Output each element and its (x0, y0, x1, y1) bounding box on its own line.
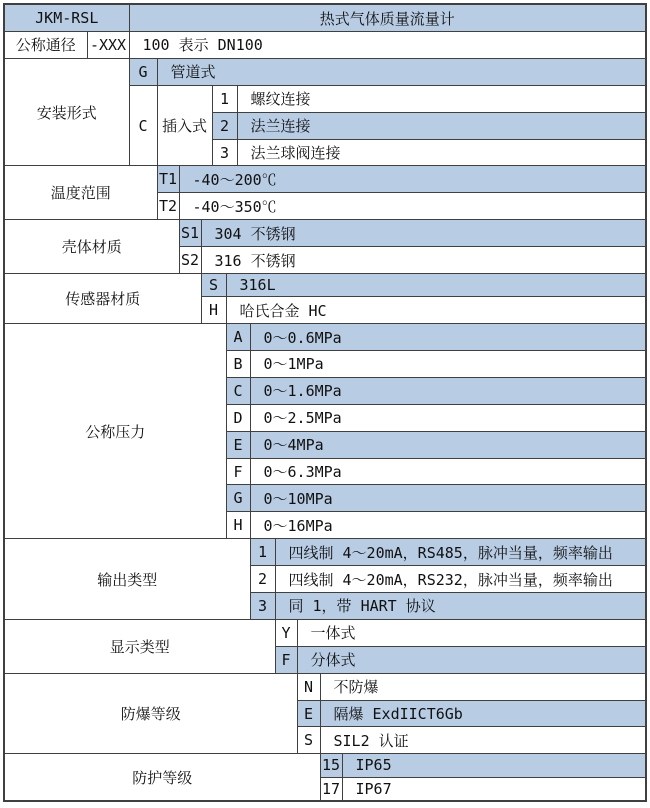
section-label-housing-material: 壳体材质 (4, 220, 179, 274)
option-desc-cell: 一体式 (297, 619, 646, 646)
option-desc-cell: 法兰球阀连接 (237, 139, 646, 166)
option-code-cell: 15 (320, 754, 342, 777)
option-desc-cell: 同 1，带 HART 协议 (275, 593, 646, 620)
option-desc-cell: 0～16MPa (250, 512, 646, 539)
section-label-installation-type: 安装形式 (4, 58, 129, 166)
option-code-cell: E (226, 431, 250, 458)
model-code-cell: JKM-RSL (4, 4, 129, 32)
option-code-cell: S2 (179, 247, 201, 274)
option-desc-cell: 管道式 (157, 58, 646, 85)
option-desc-cell: 0～10MPa (250, 485, 646, 512)
option-code-cell: C (226, 377, 250, 404)
option-code-cell: H (226, 512, 250, 539)
option-desc-cell: 0～6.3MPa (250, 458, 646, 485)
option-code-cell: G (226, 485, 250, 512)
section-label-sensor-material: 传感器材质 (4, 274, 201, 324)
option-desc-cell: 0～1.6MPa (250, 377, 646, 404)
option-code-cell: T1 (157, 166, 179, 193)
option-desc-cell: 哈氏合金 HC (226, 297, 646, 324)
option-desc-cell: 法兰连接 (237, 112, 646, 139)
option-desc-cell: IP67 (342, 777, 646, 801)
option-code-cell: 3 (212, 139, 237, 166)
insertion-type-cell: 插入式 (157, 85, 212, 166)
option-desc-cell: IP65 (342, 754, 646, 777)
option-desc-cell: 螺纹连接 (237, 85, 646, 112)
option-desc-cell: 0～4MPa (250, 431, 646, 458)
product-title-cell: 热式气体质量流量计 (129, 4, 646, 32)
option-code-cell: S1 (179, 220, 201, 247)
option-desc-cell: 0～1MPa (250, 351, 646, 378)
option-code-cell: 1 (250, 539, 275, 566)
section-label-temperature-range: 温度范围 (4, 166, 157, 220)
option-code-cell: 3 (250, 593, 275, 620)
option-code-cell: S (201, 274, 226, 297)
option-code-cell: A (226, 324, 250, 351)
option-desc-cell: -40～200℃ (179, 166, 646, 193)
option-code-cell: N (297, 673, 320, 700)
option-code-cell: D (226, 404, 250, 431)
option-desc-cell: 四线制 4～20mA，RS232，脉冲当量，频率输出 (275, 566, 646, 593)
option-desc-cell: 分体式 (297, 646, 646, 673)
option-code-cell: H (201, 297, 226, 324)
section-label-explosion-proof-rating: 防爆等级 (4, 673, 297, 754)
section-label-display-type: 显示类型 (4, 619, 275, 673)
option-code-cell: Y (275, 619, 297, 646)
option-code-cell: E (297, 700, 320, 727)
option-code-cell: F (275, 646, 297, 673)
option-desc-cell: -40～350℃ (179, 193, 646, 220)
option-code-cell: 17 (320, 777, 342, 801)
section-label-output-type: 输出类型 (4, 539, 250, 620)
option-desc-cell: SIL2 认证 (320, 727, 646, 754)
option-desc-cell: 316 不锈钢 (201, 247, 646, 274)
section-label-protection-rating: 防护等级 (4, 754, 320, 801)
option-desc-cell: 四线制 4～20mA，RS485，脉冲当量，频率输出 (275, 539, 646, 566)
option-desc-cell: 304 不锈钢 (201, 220, 646, 247)
option-code-cell: C (129, 85, 157, 166)
option-desc-cell: 隔爆 ExdIICT6Gb (320, 700, 646, 727)
option-code-cell: -XXX (87, 32, 129, 59)
option-code-cell: 2 (250, 566, 275, 593)
option-code-cell: F (226, 458, 250, 485)
option-desc-cell: 不防爆 (320, 673, 646, 700)
section-label-nominal-diameter: 公称通径 (4, 32, 87, 59)
model-selection-table (3, 3, 647, 802)
option-code-cell: S (297, 727, 320, 754)
option-desc-cell: 316L (226, 274, 646, 297)
option-code-cell: 1 (212, 85, 237, 112)
section-label-nominal-pressure: 公称压力 (4, 324, 226, 539)
option-desc-cell: 0～2.5MPa (250, 404, 646, 431)
option-code-cell: B (226, 351, 250, 378)
option-code-cell: G (129, 58, 157, 85)
option-code-cell: T2 (157, 193, 179, 220)
option-desc-cell: 100 表示 DN100 (129, 32, 646, 59)
option-desc-cell: 0～0.6MPa (250, 324, 646, 351)
option-code-cell: 2 (212, 112, 237, 139)
